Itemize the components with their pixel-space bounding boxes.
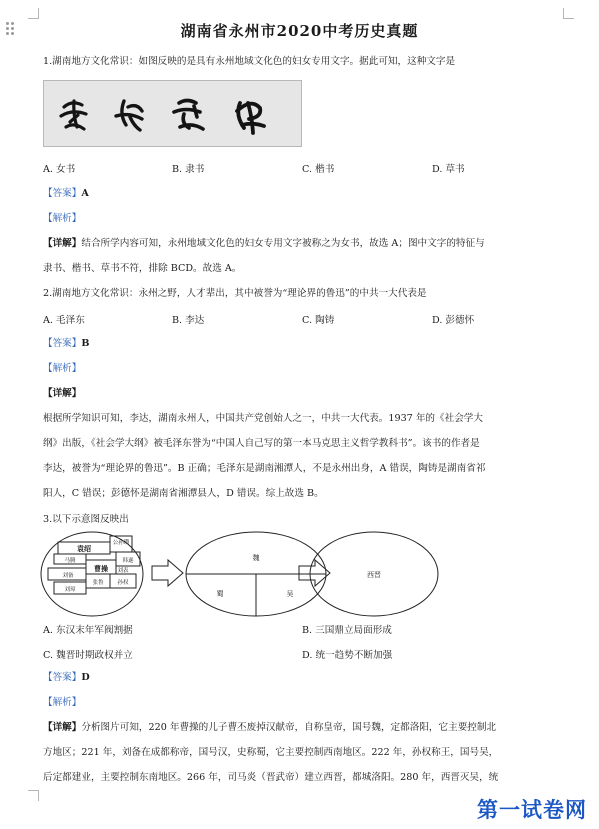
label-liuzhang: 刘璋	[64, 587, 76, 593]
site-watermark: 第一试卷网	[477, 798, 587, 822]
answer-value: B	[81, 338, 90, 349]
page-corner-mark	[563, 8, 574, 19]
arrow-right-icon	[299, 560, 330, 586]
label-wei: 魏	[252, 554, 260, 562]
label-yuanshao: 袁绍	[77, 544, 91, 553]
q2-option-d[interactable]: D. 彭德怀	[432, 315, 475, 326]
q3-option-c[interactable]: C. 魏晋时期政权并立	[43, 650, 133, 661]
label-zhanglu: 张鲁	[92, 580, 104, 586]
q3-option-a[interactable]: A. 东汉末年军阀割据	[43, 625, 133, 636]
detail-text: 分析图片可知，220 年曹操的儿子曹丕废掉汉献帝，自称皇帝，国号魏，定都洛阳，它主要控制北	[81, 722, 497, 733]
q3-detail-line: 后定都建业，主要控制东南地区。266 年，司马炎（晋武帝）建立西晋，都城洛阳。280 年，西晋灭吴，统	[43, 772, 499, 783]
label-hansui: 韩遂	[122, 558, 134, 564]
answer-tag: 【答案】	[43, 672, 82, 683]
arrow-right-icon	[152, 560, 183, 586]
label-caocao: 曹操	[94, 564, 108, 573]
q1-detail-line	[43, 237, 485, 250]
q3-option-d[interactable]: D. 统一趋势不断加强	[302, 650, 393, 661]
q2-analysis-tag: 【解析】	[43, 363, 82, 374]
q2-detail-line: 根据所学知识可知，李达，湖南永州人，中国共产党创始人之一，中共一大代表。1937 年的《社会学大	[43, 413, 483, 424]
q2-detail-line: 纲》出版，《社会学大纲》被毛泽东誉为“中国人自己写的第一本马克思主义哲学教科书”。该书的作者是	[43, 438, 480, 449]
q2-option-c[interactable]: C. 陶铸	[302, 315, 335, 326]
label-shu: 蜀	[216, 590, 224, 598]
q1-analysis-tag: 【解析】	[43, 213, 82, 224]
q1-option-c[interactable]: C. 楷书	[302, 164, 335, 175]
answer-value: D	[81, 672, 90, 683]
answer-tag: 【答案】	[43, 188, 82, 199]
detail-tag: 【详解】	[43, 238, 82, 249]
q3-option-b[interactable]: B. 三国鼎立局面形成	[302, 625, 392, 636]
q2-detail-line: 阳人，C 错误；彭德怀是湖南省湘潭县人，D 错误。综上故选 B。	[43, 488, 324, 499]
q2-answer	[43, 337, 89, 350]
nushu-script-glyphs	[44, 81, 301, 146]
q3-detail-line: 方地区；221 年，刘备在成都称帝，国号汉，史称蜀，它主要控制西南地区。222 年，孙权称王，国号吴，	[43, 747, 499, 758]
q2-detail-line: 李达，被誉为“理论界的鲁迅”。B 正确；毛泽东是湖南湘潭人，不是永州出身，A 错误，陶铸是湖南省祁	[43, 463, 486, 474]
q1-option-b[interactable]: B. 隶书	[172, 164, 205, 175]
q1-answer	[43, 187, 89, 200]
calligraphy-image	[43, 80, 302, 147]
q1-option-d[interactable]: D. 草书	[432, 164, 465, 175]
label-sunquan: 孙权	[117, 580, 129, 586]
q2-option-b[interactable]: B. 李达	[172, 315, 205, 326]
answer-value: A	[81, 188, 89, 199]
q1-option-a[interactable]: A. 女书	[43, 164, 76, 175]
question-3-stem: 3.以下示意图反映出	[43, 514, 129, 525]
question-1-stem: 1.湖南地方文化常识：如图反映的是具有永州地域文化色的妇女专用文字。据此可知，这种文字是	[43, 56, 456, 67]
q2-option-a[interactable]: A. 毛泽东	[43, 315, 85, 326]
history-diagram	[40, 528, 440, 620]
detail-tag: 【详解】	[43, 722, 82, 733]
label-liubei: 刘备	[62, 573, 74, 579]
label-wu: 吴	[286, 590, 294, 598]
page-corner-mark	[28, 790, 39, 801]
q3-detail-line	[43, 721, 496, 734]
q1-detail-line: 隶书、楷书、草书不符，排除 BCD。故选 A。	[43, 263, 242, 274]
label-western-jin: 西晋	[367, 571, 381, 579]
question-2-stem: 2.湖南地方文化常识：永州之野，人才辈出，其中被誉为“理论界的鲁迅”的中共一大代表是	[43, 288, 427, 299]
q2-detail-tag: 【详解】	[43, 388, 82, 399]
label-mateng: 马腾	[64, 558, 76, 564]
answer-tag: 【答案】	[43, 338, 82, 349]
page-corner-mark	[28, 8, 39, 19]
label-liubiao: 刘表	[117, 568, 129, 574]
document-title: 湖南省永州市2020中考历史真题	[180, 22, 419, 40]
detail-text: 结合所学内容可知，永州地域文化色的妇女专用文字被称之为女书，故选 A；图中文字的特征与	[81, 238, 485, 249]
q3-analysis-tag: 【解析】	[43, 697, 82, 708]
q3-answer	[43, 671, 90, 684]
label-gongsunzan: 公孙瓒	[112, 540, 130, 546]
